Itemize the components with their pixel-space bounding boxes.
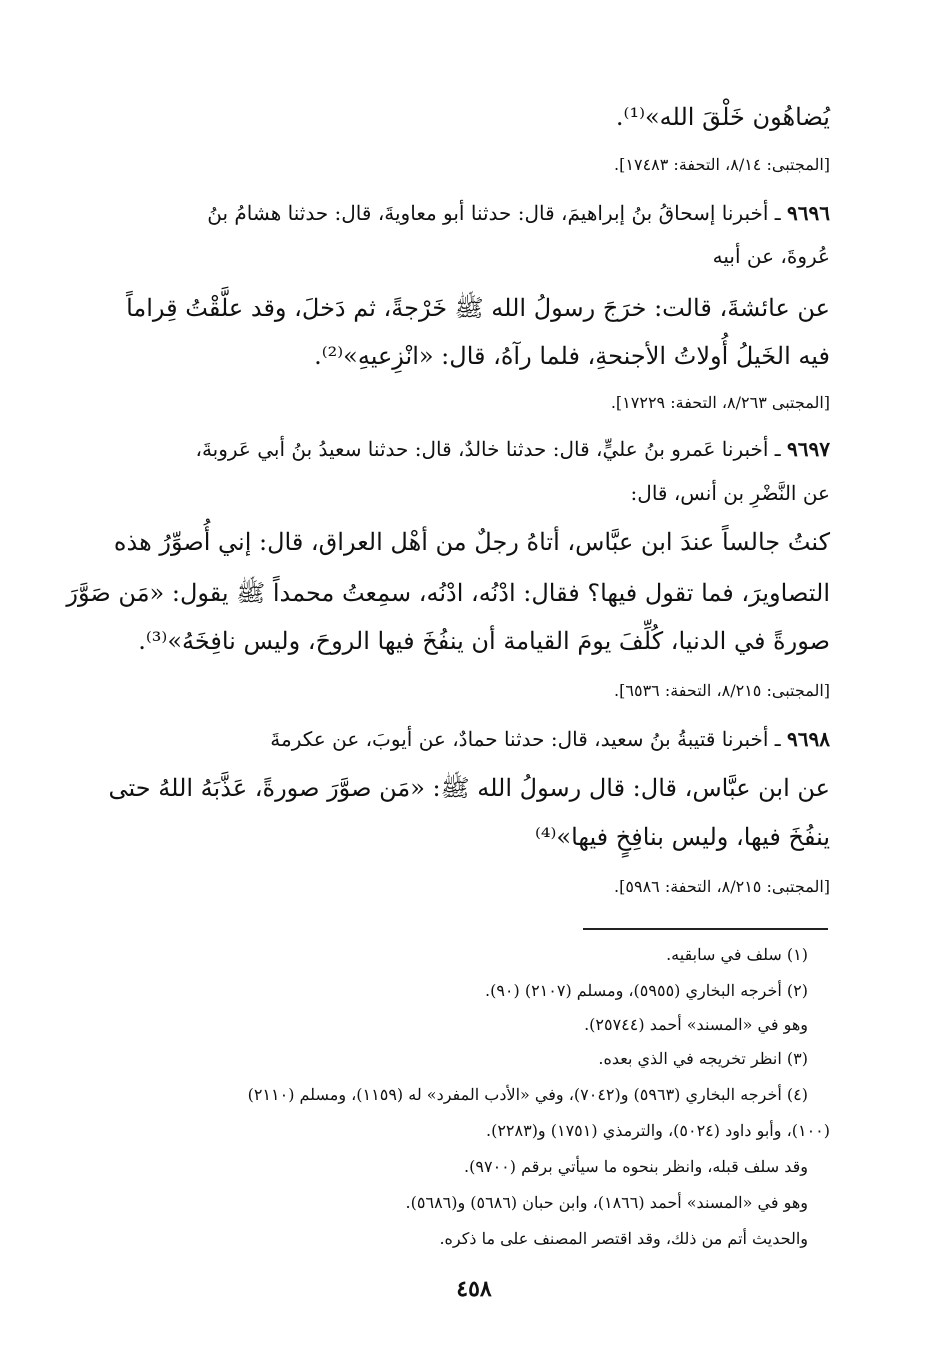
footnote: (١) سلف في سابقيه. bbox=[666, 945, 808, 964]
footnote: وهو في «المسند» أحمد (١٨٦٦)، وابن حبان (٥٦٨٦) و(٥٦٨٦). bbox=[405, 1193, 808, 1212]
text-line: عن النَّضْرِ بن أنس، قال: bbox=[630, 481, 830, 505]
hadith-number: ٩٦٩٧ bbox=[787, 437, 830, 461]
text-line: التصاويرَ، فما تقول فيها؟ فقال: ادْنُه، ادْنُه، سمِعتُ محمداً ﷺ يقول: «مَن صَوَّرَ bbox=[66, 579, 830, 607]
hadith-number: ٩٦٩٦ bbox=[787, 201, 830, 225]
hadith-header-line bbox=[207, 200, 830, 226]
footnote: (١٠٠)، وأبو داود (٥٠٢٤)، والترمذي (١٧٥١) و(٢٢٨٣). bbox=[485, 1121, 830, 1140]
text-line: عن ابن عبَّاس، قال: قال رسولُ الله ﷺ: «مَن صوَّرَ صورةً، عَذَّبَهُ اللهُ حتى bbox=[108, 774, 830, 802]
text-line: كنتُ جالساً عندَ ابن عبَّاس، أتاهُ رجلٌ من أهْل العراق، قال: إني أُصوِّرُ هذه bbox=[113, 528, 830, 556]
reference-line: [المجتبى ٨/٢٦٣، التحفة: ١٧٢٢٩]. bbox=[610, 393, 830, 412]
text-line: يُضاهُون خَلْقَ الله»⁽¹⁾. bbox=[615, 103, 830, 131]
footnote: وقد سلف قبله، وانظر بنحوه ما سيأتي برقم (٩٧٠٠). bbox=[464, 1157, 808, 1176]
hadith-header-text: ـ أخبرنا قتيبةُ بنُ سعيد، قال: حدثنا حمادٌ، عن أيوبَ، عن عكرمةَ bbox=[270, 727, 788, 751]
footnote: (٢) أخرجه البخاري (٥٩٥٥)، ومسلم (٢١٠٧) (٩٠). bbox=[484, 981, 808, 1000]
text-line: صورةً في الدنيا، كُلِّفَ يومَ القيامة أن ينفُخَ فيها الروحَ، وليس نافِخَهُ»⁽³⁾. bbox=[138, 627, 830, 655]
hadith-number: ٩٦٩٨ bbox=[787, 727, 830, 751]
text-line: عُروةَ، عن أبيه bbox=[712, 244, 830, 268]
hadith-header-text: ـ أخبرنا عَمرو بنُ عليٍّ، قال: حدثنا خالدٌ، قال: حدثنا سعيدُ بنُ أبي عَروبةَ، bbox=[195, 437, 788, 461]
footnote: والحديث أتم من ذلك، وقد اقتصر المصنف على ما ذكره. bbox=[439, 1229, 808, 1248]
text-line: ينفُخَ فيها، وليس بنافِخٍ فيها»⁽⁴⁾ bbox=[534, 823, 830, 851]
page-number: ٤٥٨ bbox=[456, 1276, 492, 1302]
footnote-separator bbox=[583, 928, 828, 930]
hadith-header-line bbox=[270, 726, 830, 752]
footnote: وهو في «المسند» أحمد (٢٥٧٤٤). bbox=[584, 1015, 808, 1034]
hadith-header-text: ـ أخبرنا إسحاقُ بنُ إبراهيمَ، قال: حدثنا أبو معاويةَ، قال: حدثنا هشامُ بنُ bbox=[207, 201, 788, 225]
hadith-header-line bbox=[195, 436, 830, 462]
text-line: عن عائشةَ، قالت: خرَجَ رسولُ الله ﷺ خَرْجةً، ثم دَخلَ، وقد علَّقْتُ قِراماً bbox=[126, 294, 830, 322]
footnote: (٣) انظر تخريجه في الذي بعده. bbox=[598, 1049, 808, 1068]
reference-line: [المجتبى: ٨/١٤، التحفة: ١٧٤٨٣]. bbox=[614, 155, 830, 174]
text-line: فيه الخَيلُ أُولاتُ الأجنحةِ، فلما رآهُ، قال: «انْزِعيهِ»⁽²⁾. bbox=[314, 342, 830, 370]
reference-line: [المجتبى: ٨/٢١٥، التحفة: ٥٩٨٦]. bbox=[614, 877, 830, 896]
footnote: (٤) أخرجه البخاري (٥٩٦٣) و(٧٠٤٢)، وفي «الأدب المفرد» له (١١٥٩)، ومسلم (٢١١٠) bbox=[247, 1085, 808, 1104]
reference-line: [المجتبى: ٨/٢١٥، التحفة: ٦٥٣٦]. bbox=[614, 681, 830, 700]
